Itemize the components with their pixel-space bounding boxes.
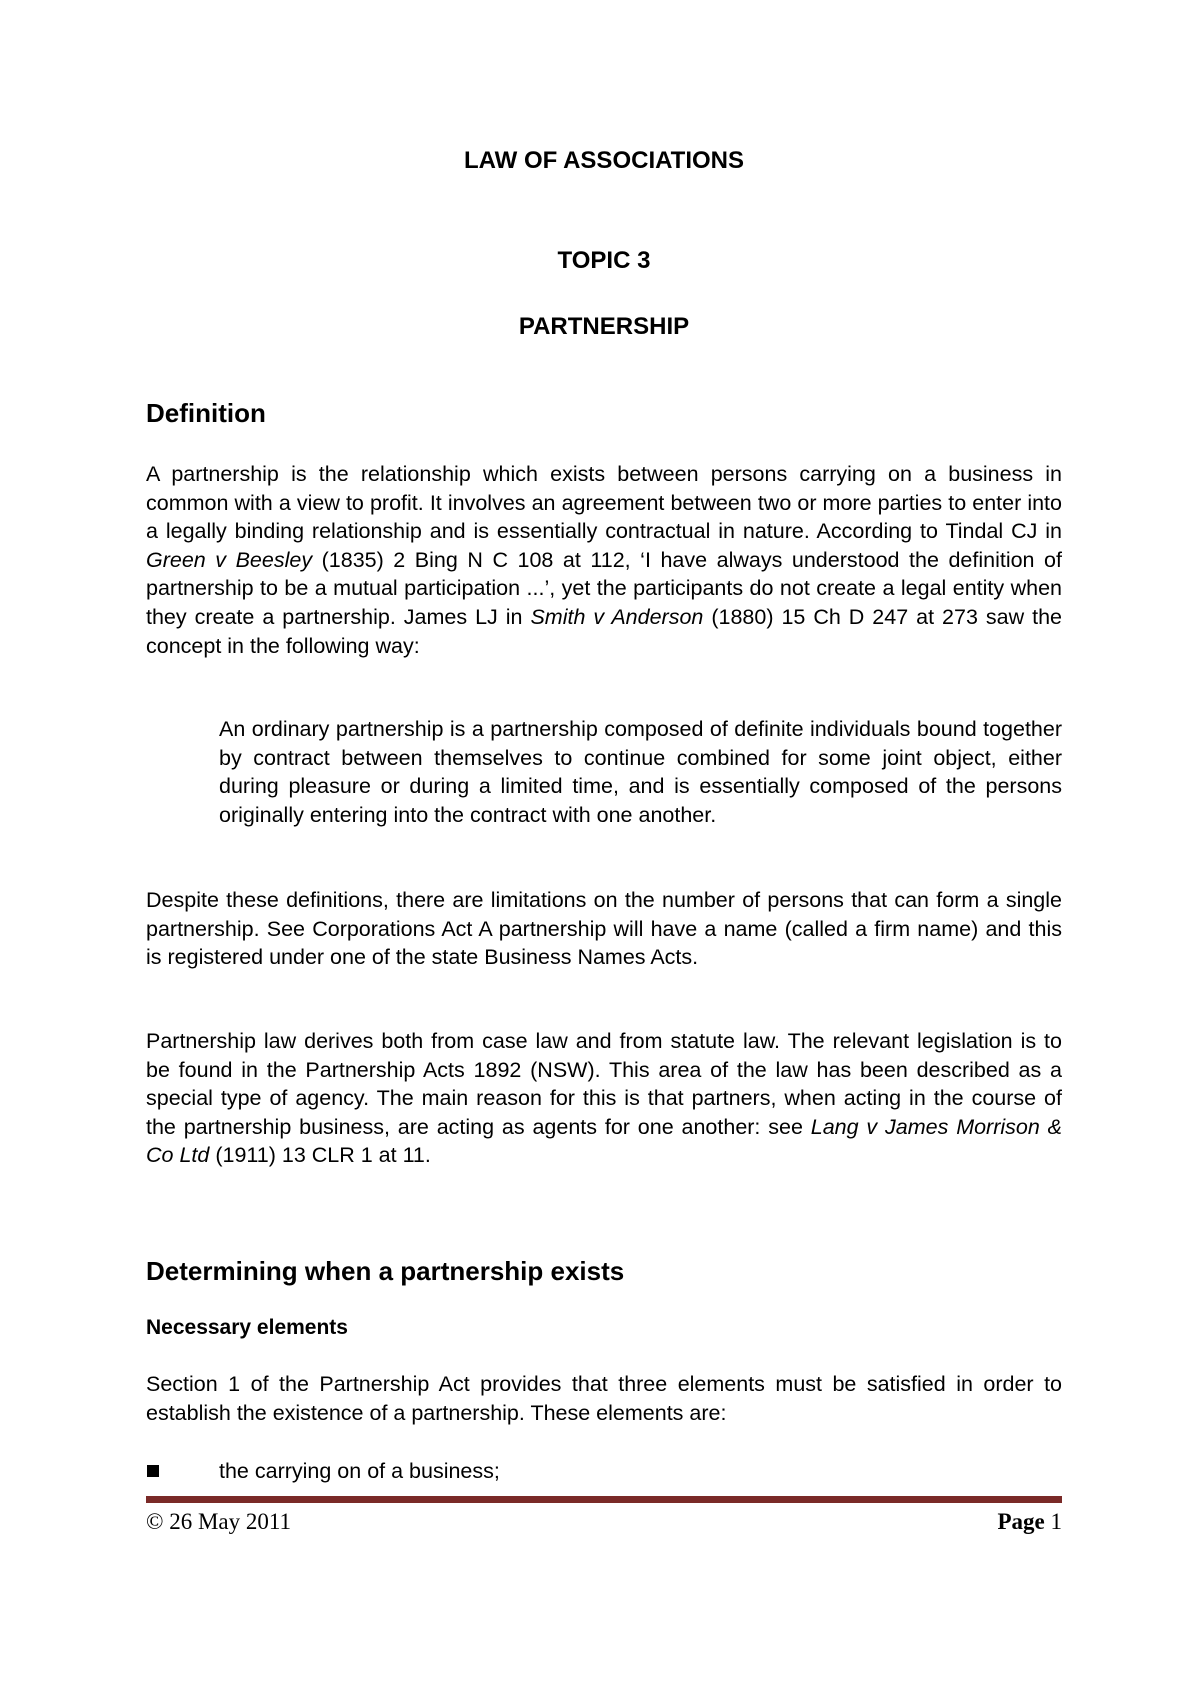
- block-quote: An ordinary partnership is a partnership composed of definite individuals bound together by contract between themselves to continue combined for some joint object, either during pleasure or during a limited time, and is essentially composed of the persons originally entering into the contract with one another.: [219, 717, 1062, 827]
- limitations-paragraph: Despite these definitions, there are limitations on the number of persons that can form a single partnership. See Corporations Act A partnership will have a name (called a firm name) and this is registered under one of the state Business Names Acts.: [146, 888, 1062, 970]
- necessary-elements-subheading: Necessary elements: [146, 1316, 348, 1339]
- definition-paragraph: [146, 460, 1062, 660]
- page-label: Page: [997, 1509, 1045, 1534]
- partnership-law-paragraph: [146, 1027, 1062, 1170]
- case-lang-v-james-morrison: Lang v James Morrison & Co Ltd: [146, 1114, 1063, 1168]
- footer-divider: [146, 1496, 1062, 1503]
- list-item-text: the carrying on of a business;: [219, 1459, 500, 1483]
- page-number: 1: [1050, 1509, 1062, 1534]
- square-bullet-icon: [147, 1465, 159, 1477]
- case-green-v-beesley: Green v Beesley: [146, 547, 313, 572]
- case-smith-v-anderson: Smith v Anderson: [530, 604, 704, 629]
- definition-heading: Definition: [146, 398, 266, 428]
- document-title: LAW OF ASSOCIATIONS: [464, 147, 744, 174]
- partnership-law-text-1: Partnership law derives both from case law and from statute law. The relevant legislation is to be found in the Partnership Acts 1892 (NSW). This area of the law has been described as a special type of agency. The main reason for this is that partners, when acting in the course of the partnership business, are acting as agents for one another: see: [146, 1029, 1062, 1139]
- topic-number: TOPIC 3: [557, 247, 651, 274]
- footer-page-number: [997, 1509, 1062, 1535]
- footer-copyright: © 26 May 2011: [146, 1509, 292, 1534]
- determining-heading: Determining when a partnership exists: [146, 1256, 625, 1286]
- elements-paragraph: Section 1 of the Partnership Act provides that three elements must be satisfied in order to establish the existence of a partnership. These elements are:: [146, 1372, 1062, 1425]
- definition-text-3: (1880) 15 Ch D 247 at 273 saw the concept in the following way:: [146, 604, 1062, 658]
- definition-text-1: A partnership is the relationship which exists between persons carrying on a business in common with a view to profit. It involves an agreement between two or more parties to enter into a legally binding relationship and is essentially contractual in nature. According to Tindal CJ in: [146, 462, 1062, 544]
- partnership-law-text-2: (1911) 13 CLR 1 at 11.: [209, 1143, 431, 1168]
- definition-text-2: (1835) 2 Bing N C 108 at 112, ‘I have always understood the definition of partnership to be a mutual participation ...’, yet the participants do not create a legal entity when they create a partnership. James LJ in: [146, 547, 1062, 629]
- topic-name: PARTNERSHIP: [518, 313, 690, 340]
